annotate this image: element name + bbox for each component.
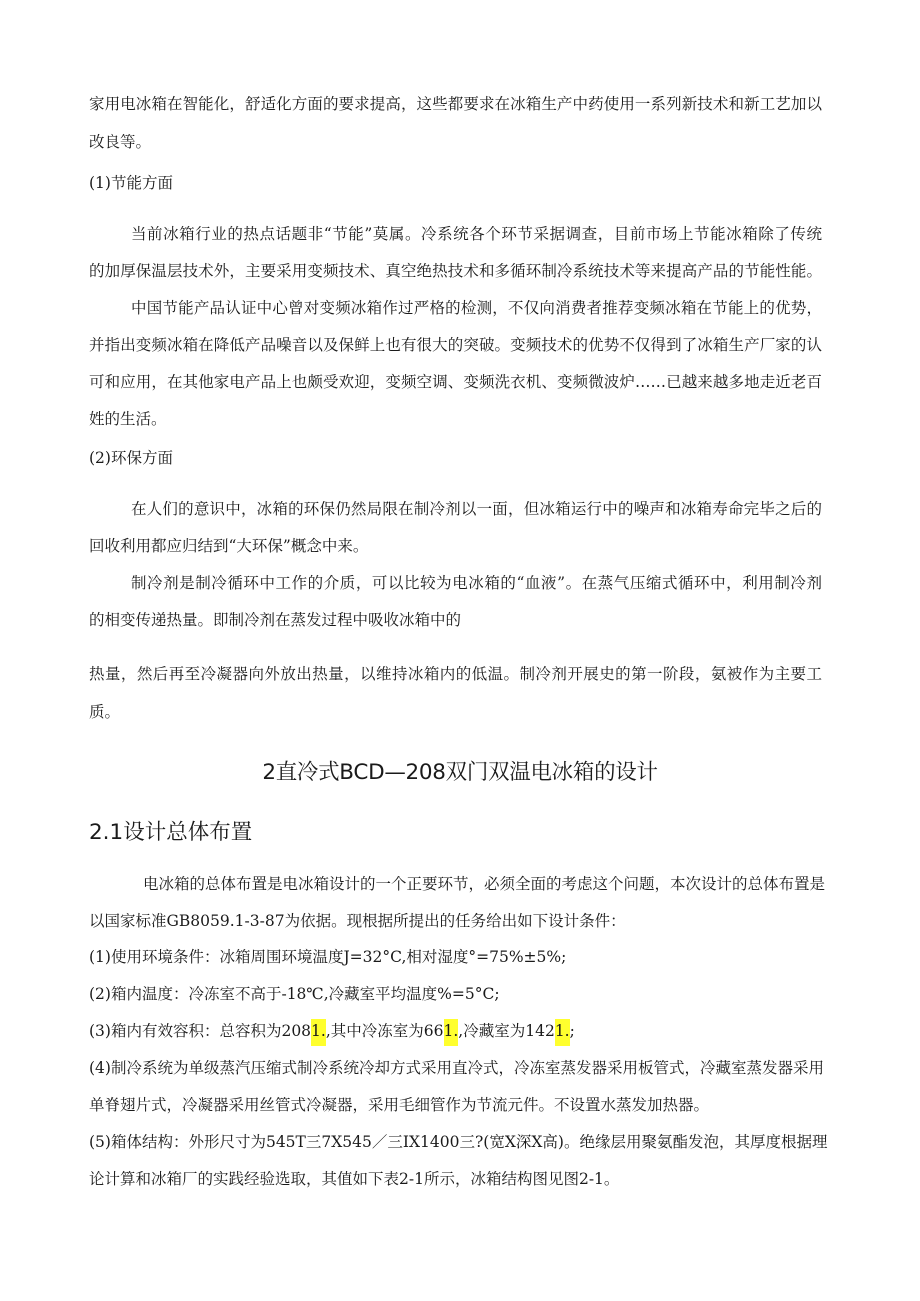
highlight-unit: 1.: [444, 1019, 459, 1046]
condition-environment: (1)使用环境条件：冰箱周围环境温度J=32°C,相对湿度°=75%±5%;: [89, 948, 567, 966]
paragraph-line: 家用电冰箱在智能化，舒适化方面的要求提高，这些都要求在冰箱生产中药使用一系列新技术和新工艺加以: [89, 95, 822, 113]
paragraph-line: 单脊翅片式，冷凝器采用丝管式冷凝器，采用毛细管作为节流元件。不设置水蒸发加热器。: [89, 1096, 710, 1114]
highlight-unit: 1.: [311, 1019, 326, 1046]
paragraph-line: 以国家标准GB8059.1-3-87为依据。现根据所提出的任务给出如下设计条件：: [89, 912, 626, 930]
paragraph-line: 当前冰箱行业的热点话题非“节能”莫属。冷系统各个环节采据调查，目前市场上节能冰箱除了传统: [131, 225, 822, 243]
paragraph-line: 可和应用，在其他家电产品上也颇受欢迎，变频空调、变频洗衣机、变频微波炉……已越来越多地走近老百: [89, 373, 822, 391]
volume-text: ,冷藏室为142: [458, 1022, 555, 1040]
paragraph-line: 的相变传递热量。即制冷剂在蒸发过程中吸收冰箱中的: [89, 611, 462, 629]
paragraph-line: 制冷剂是制冷循环中工作的介质，可以比较为电冰箱的“血液”。在蒸气压缩式循环中，利用制冷剂: [131, 574, 822, 592]
paragraph-line: 姓的生活。: [89, 410, 167, 428]
highlight-unit: 1.: [555, 1019, 570, 1046]
paragraph-line: 电冰箱的总体布置是电冰箱设计的一个正要环节，必须全面的考虑这个问题，本次设计的总体布置是: [143, 875, 826, 893]
heading-energy-saving: (1)节能方面: [89, 174, 173, 192]
paragraph-line: 质。: [89, 703, 121, 721]
paragraph-line: 在人们的意识中，冰箱的环保仍然局限在制冷剂以一面，但冰箱运行中的噪声和冰箱寿命完毕之后的: [131, 500, 822, 518]
section-title: 2直冷式BCD—208双门双温电冰箱的设计: [262, 760, 658, 785]
paragraph-line: 回收利用都应归结到“大环保”概念中来。: [89, 537, 369, 555]
volume-text: (3)箱内有效容积：总容积为208: [89, 1022, 312, 1040]
condition-temperature: (2)箱内温度：冷冻室不高于-18℃,冷藏室平均温度%=5°C;: [89, 985, 500, 1003]
condition-refrigeration: (4)制冷系统为单级蒸汽压缩式制冷系统冷却方式采用直冷式，冷冻室蒸发器采用板管式，冷藏室蒸发器采用: [89, 1059, 824, 1077]
paragraph-line: 中国节能产品认证中心曾对变频冰箱作过严格的检测，不仅向消费者推荐变频冰箱在节能上的优势，: [131, 299, 822, 317]
paragraph-line: 热量，然后再至冷凝器向外放出热量，以维持冰箱内的低温。制冷剂开展史的第一阶段，氨被作为主要工: [89, 665, 822, 683]
condition-cabinet: (5)箱体结构：外形尺寸为545T三7X545／三IX1400三?(宽X深X高)。绝缘层用聚氨酯发泡，其厚度根据理: [89, 1133, 828, 1151]
volume-text: ,其中冷冻室为66: [325, 1022, 444, 1040]
volume-text: ;: [569, 1022, 575, 1040]
paragraph-line: 并指出变频冰箱在降低产品噪音以及保鲜上也有很大的突破。变频技术的优势不仅得到了冰箱生产厂家的认: [89, 336, 822, 354]
paragraph-line: 论计算和冰箱厂的实践经验选取，其值如下表2-1所示，冰箱结构图见图2-1。: [89, 1170, 620, 1188]
subsection-title: 2.1设计总体布置: [89, 820, 253, 845]
heading-environmental: (2)环保方面: [89, 449, 173, 467]
condition-volume: [89, 1016, 822, 1046]
paragraph-line: 改良等。: [89, 133, 152, 151]
paragraph-line: 的加厚保温层技术外，主要采用变频技术、真空绝热技术和多循环制冷系统技术等来提高产品的节能性能。: [89, 262, 822, 280]
